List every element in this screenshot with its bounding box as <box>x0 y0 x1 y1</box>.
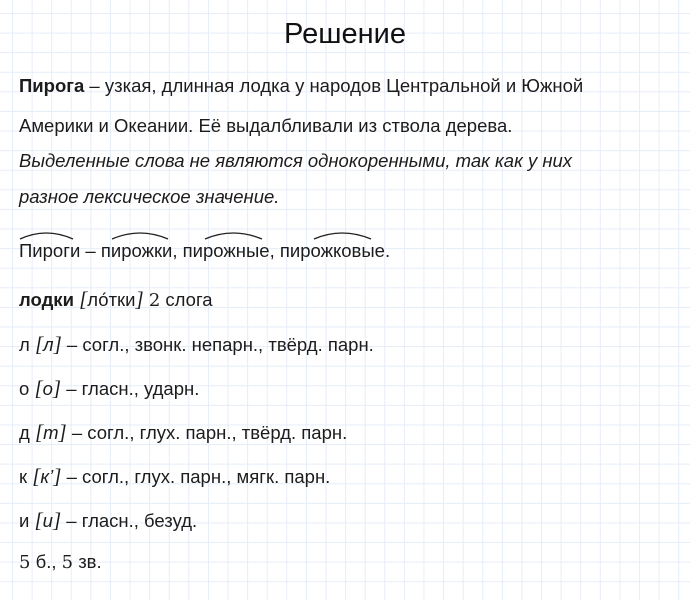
letter-row: л [л] – согл., звонк. непарн., твёрд. парн. <box>19 332 374 356</box>
letter-row: о [о] – гласн., ударн. <box>19 376 200 400</box>
letters-sounds-summary: 5 б., 5 зв. <box>19 551 102 573</box>
note-line-1: Выделенные слова не являются однокоренными, так как у них <box>19 150 573 171</box>
definition-text: – узкая, длинная лодка у народов Центральной и Южной <box>84 75 584 96</box>
letter-row: и [и] – гласн., безуд. <box>19 508 198 532</box>
syllable-count: 2 <box>148 290 161 311</box>
note-line-2: разное лексическое значение. <box>19 186 280 207</box>
analyzed-word: лодки <box>19 289 74 310</box>
letter-row: к [к’] – согл., глух. парн., мягк. парн. <box>19 464 331 488</box>
definition-line-1 <box>19 75 583 97</box>
transcription: ло́тки <box>87 289 136 310</box>
word-analysis-header: лодки [ло́тки] 2 слога <box>19 287 213 311</box>
page-title: Решение <box>284 18 406 50</box>
defined-term: Пирога <box>19 75 85 96</box>
letter-row: д [т] – согл., глух. парн., твёрд. парн. <box>19 420 348 444</box>
definition-line-2: Америки и Океании. Её выдалбливали из ствола дерева. <box>19 115 513 136</box>
same-root-words: Пироги – пирожки, пирожные, пирожковые. <box>19 240 391 261</box>
